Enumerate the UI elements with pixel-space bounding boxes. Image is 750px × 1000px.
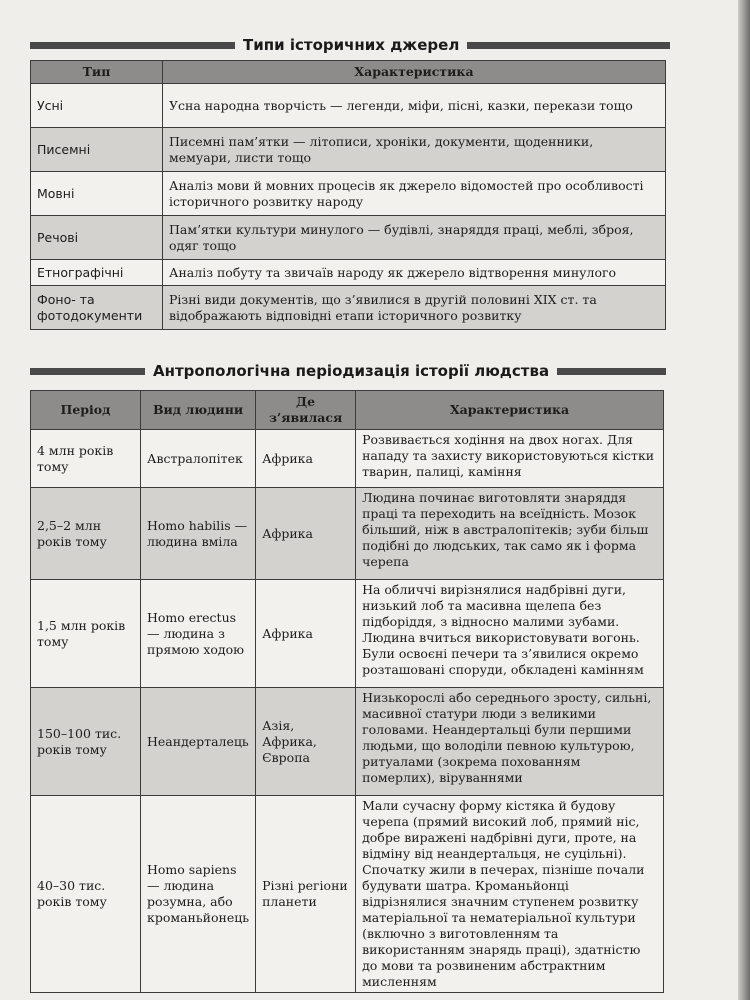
heading-rule-right: [467, 42, 670, 49]
table-row: [31, 688, 664, 796]
table-row: [31, 260, 666, 286]
sources-table: [30, 60, 666, 330]
table-header-row: [31, 61, 666, 84]
origin: Африка: [256, 430, 356, 488]
species: Австралопітек: [141, 430, 256, 488]
source-description: Аналіз мови й мовних процесів як джерело відомостей про особливості історичного розвитку народу: [163, 172, 666, 216]
description: Людина починає виготовляти знаряддя праці та переходить на всеїдність. Мозок більший, ніж в австралопітеків; зуби більш подібні до людських, так само як і форма черепа: [356, 488, 664, 580]
table-row: [31, 216, 666, 260]
species: Homo habilis — людина вміла: [141, 488, 256, 580]
table-header-row: [31, 391, 664, 430]
source-description: Різні види документів, що з’явилися в другій половині XIX ст. та відображають відповідні етапи історичного розвитку: [163, 286, 666, 330]
page-edge-shadow: [738, 0, 750, 1000]
source-type: Мовні: [31, 172, 163, 216]
origin: Різні регіони планети: [256, 796, 356, 993]
periodization-table: [30, 390, 664, 993]
species: Неандерталець: [141, 688, 256, 796]
period: 1,5 млн років тому: [31, 580, 141, 688]
table-row: [31, 128, 666, 172]
section2-heading: [30, 362, 666, 380]
source-description: Усна народна творчість — легенди, міфи, пісні, казки, перекази тощо: [163, 84, 666, 128]
source-type: Етнографічні: [31, 260, 163, 286]
section1-heading: [30, 36, 670, 54]
species: Homo erectus — людина з прямою ходою: [141, 580, 256, 688]
species: Homo sapiens — людина розумна, або кроманьйонець: [141, 796, 256, 993]
table-row: [31, 580, 664, 688]
period: 150–100 тис. років тому: [31, 688, 141, 796]
description: Мали сучасну форму кістяка й будову черепа (прямий високий лоб, прямий ніс, добре виражені надбрівні дуги, проте, на відміну від неандертальця, не суцільні). Спочатку жили в печерах, пізніше почали будувати шатра. Кроманьйонці відрізнялися значним ступенем розвитку матеріальної та нематеріальної культури (включно з виготовленням та використанням знарядь праці), здатністю до мови та розвиненим абстрактним мисленням: [356, 796, 664, 993]
source-description: Писемні пам’ятки — літописи, хроніки, документи, щоденники, мемуари, листи тощо: [163, 128, 666, 172]
table-row: [31, 488, 664, 580]
column-header-description: Характеристика: [356, 391, 664, 430]
source-type: Фоно- та фотодокументи: [31, 286, 163, 330]
section2-title: Антропологічна періодизація історії людства: [153, 362, 550, 380]
source-type: Писемні: [31, 128, 163, 172]
description: Низькорослі або середнього зросту, сильні, масивної статури люди з великими головами. Неандертальці були першими людьми, що володіли певною культурою, ритуалами (зокрема похованням померлих), віруваннями: [356, 688, 664, 796]
source-description: Аналіз побуту та звичаїв народу як джерело відтворення минулого: [163, 260, 666, 286]
column-header-origin: Де з’явилася: [256, 391, 356, 430]
table-row: [31, 84, 666, 128]
period: 4 млн років тому: [31, 430, 141, 488]
heading-rule-left: [30, 368, 145, 375]
source-description: Пам’ятки культури минулого — будівлі, знаряддя праці, меблі, зброя, одяг тощо: [163, 216, 666, 260]
period: 40–30 тис. років тому: [31, 796, 141, 993]
heading-rule-right: [557, 368, 666, 375]
table-row: [31, 172, 666, 216]
period: 2,5–2 млн років тому: [31, 488, 141, 580]
origin: Африка: [256, 580, 356, 688]
description: На обличчі вирізнялися надбрівні дуги, низький лоб та масивна щелепа без підборіддя, з відносно малими зубами. Людина вчиться використовувати вогонь. Були освоєні печери та з’явилися окремо розташовані споруди, обкладені камінням: [356, 580, 664, 688]
origin: Азія, Африка, Європа: [256, 688, 356, 796]
source-type: Речові: [31, 216, 163, 260]
heading-rule-left: [30, 42, 235, 49]
column-header-period: Період: [31, 391, 141, 430]
description: Розвивається ходіння на двох ногах. Для нападу та захисту використовуються кістки тварин, палиці, каміння: [356, 430, 664, 488]
column-header-type: Тип: [31, 61, 163, 84]
column-header-description: Характеристика: [163, 61, 666, 84]
source-type: Усні: [31, 84, 163, 128]
origin: Африка: [256, 488, 356, 580]
column-header-species: Вид людини: [141, 391, 256, 430]
table-row: [31, 286, 666, 330]
table-row: [31, 430, 664, 488]
section1-title: Типи історичних джерел: [243, 36, 460, 54]
table-row: [31, 796, 664, 993]
